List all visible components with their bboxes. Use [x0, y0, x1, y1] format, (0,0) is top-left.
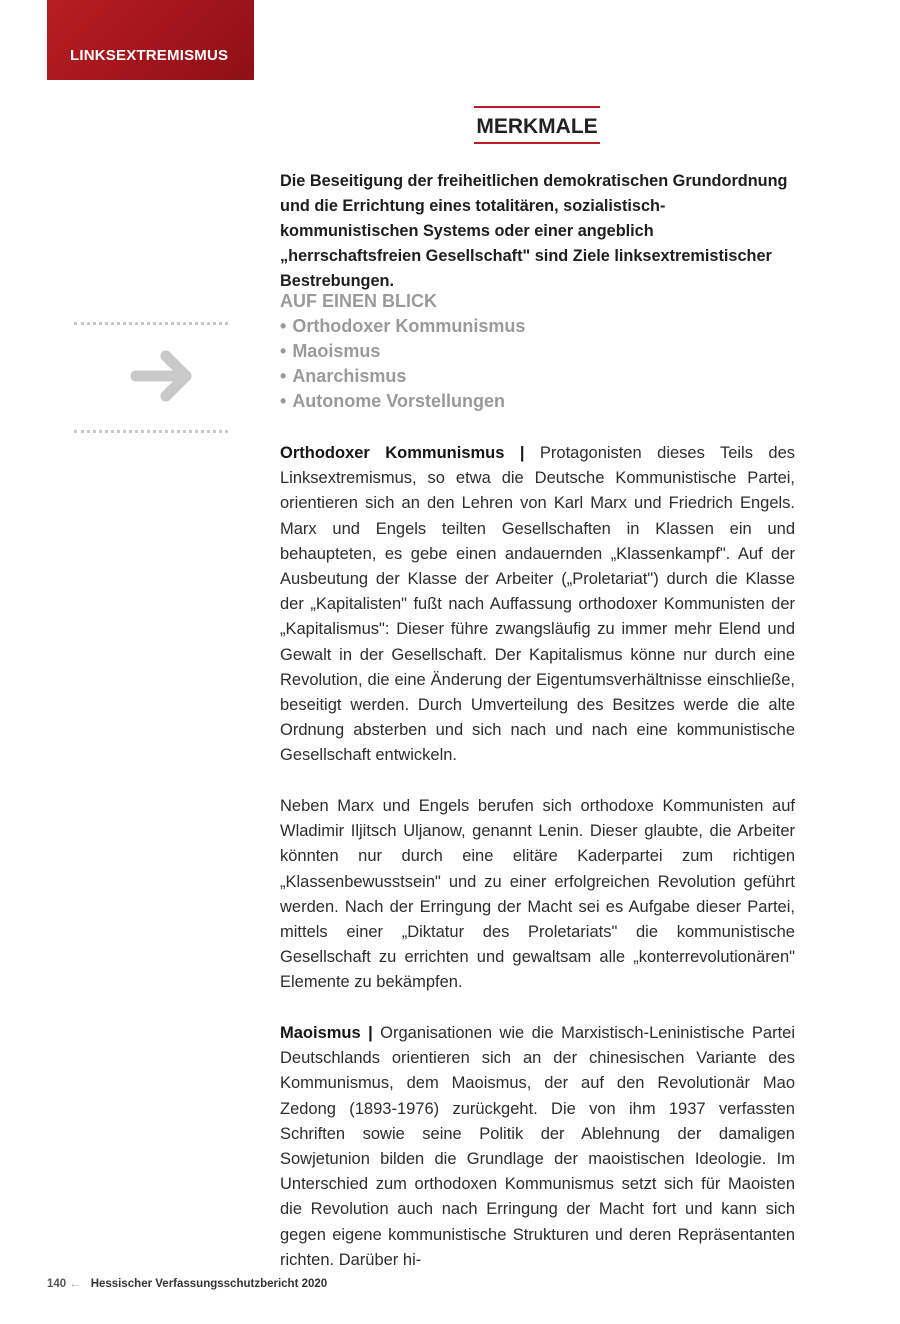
- list-item: • Autonome Vorstellungen: [280, 389, 795, 414]
- paragraph-lead: Orthodoxer Kommunismus |: [280, 444, 525, 462]
- page-number: 140: [47, 1278, 67, 1290]
- paragraph-text: Neben Marx und Engels berufen sich orthodoxe Kommunisten auf Wladimir Iljitsch Uljanow, genannt Lenin. Dieser glaubte, die Arbeiter könnten nur durch eine elitäre Kaderpartei zum richtigen „Klassenbewusstsein" und zu einer erfolgreichen Revolution geführt werden. Nach der Erringung der Macht sei es Aufgabe dieser Partei, mittels einer „Diktatur des Proletariats" die kommunistische Gesellschaft zu errichten und gewaltsam alle „konterrevolutionären" Elemente zu bekämpfen.: [280, 797, 795, 992]
- right-arrow-icon: [130, 350, 196, 402]
- list-item: • Anarchismus: [280, 364, 795, 389]
- paragraph-text: Protagonisten dieses Teils des Linksextremismus, so etwa die Deutsche Kommunistische Partei, orientieren sich an den Lehren von Karl Marx und Friedrich Engels. Marx und Engels teilten Gesellschaften in Klassen ein und behaupteten, es gebe einen andauernden „Klassenkampf". Auf der Ausbeutung der Klasse der Arbeiter („Proletariat") durch die Klasse der „Kapitalisten" fußt nach Auffassung orthodoxer Kommunisten der „Kapitalismus": Dieser führe zwangsläufig zu immer mehr Elend und Gewalt in der Gesellschaft. Der Kapitalismus könne nur durch eine Revolution, die eine Änderung der Eigentumsverhältnisse einschließe, beseitigt werden. Durch Umverteilung des Besitzes werde die alte Ordnung absterben und sich nach und nach eine kommunistische Gesellschaft entwickeln.: [280, 444, 795, 765]
- page-footer: [47, 1278, 327, 1290]
- chapter-tab-label: LINKSEXTREMISMUS: [70, 47, 229, 64]
- dotted-divider-bottom: [74, 430, 228, 433]
- intro-paragraph: Die Beseitigung der freiheitlichen demokratischen Grundordnung und die Errichtung eines totalitären, sozialistisch-kommunistischen Systems oder einer angeblich „herrschaftsfreien Gesellschaft" sind Ziele linksextremistischer Bestrebungen.: [280, 172, 788, 290]
- at-a-glance-heading: AUF EINEN BLICK: [280, 291, 437, 311]
- publication-title: Hessischer Verfassungsschutzbericht 2020: [90, 1278, 328, 1290]
- paragraph-text: Organisationen wie die Marxistisch-Leninistische Partei Deutschlands orientieren sich an der chinesischen Variante des Kommunismus, dem Maoismus, der auf den Revolutionär Mao Zedong (1893-1976) zurückgeht. Die von ihm 1937 verfassten Schriften sowie seine Politik der Ablehnung der damaligen Sowjetunion bilden die Grundlage der maoistischen Ideologie. Im Unterschied zum orthodoxen Kommunismus setzt sich für Maoisten die Revolution auch nach Erringung der Macht fort und kann sich gegen eigene kommunistische Strukturen und deren Repräsentanten richten. Darüber hi-: [280, 1024, 796, 1269]
- chapter-tab: [47, 0, 254, 80]
- list-item: • Orthodoxer Kommunismus: [280, 314, 795, 339]
- dotted-divider-top: [74, 322, 228, 325]
- at-a-glance-box: [280, 289, 795, 414]
- section-title: MERKMALE: [474, 106, 600, 144]
- paragraph-maoism: [280, 1021, 795, 1273]
- paragraph-lead: Maoismus |: [280, 1024, 373, 1042]
- paragraph-lenin: [280, 794, 795, 996]
- at-a-glance-list: [280, 314, 795, 414]
- paragraph-orthodox-communism: [280, 441, 795, 769]
- list-item: • Maoismus: [280, 339, 795, 364]
- back-arrow-icon[interactable]: ←: [69, 1278, 81, 1290]
